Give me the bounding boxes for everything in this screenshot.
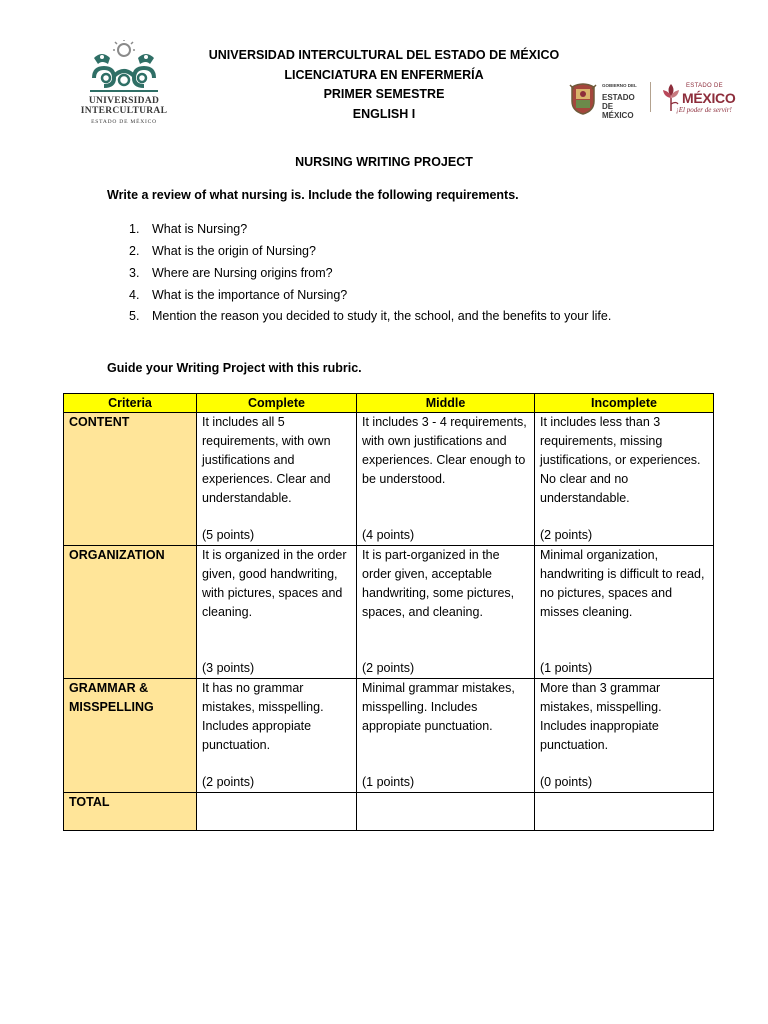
rubric-cell: Minimal grammar mistakes, misspelling. Includes appropiate punctuation. (1 points) bbox=[357, 679, 535, 793]
coat-of-arms-icon bbox=[568, 81, 598, 115]
criteria-cell: GRAMMAR & MISSPELLING bbox=[64, 679, 197, 793]
column-header-middle: Middle bbox=[357, 394, 535, 413]
list-item: 2. What is the origin of Nursing? bbox=[129, 244, 316, 258]
table-row bbox=[64, 546, 714, 679]
list-item: 1. What is Nursing? bbox=[129, 222, 248, 236]
table-row-total bbox=[64, 793, 714, 831]
rubric-cell: Minimal organization, handwriting is difficult to read, no pictures, spaces and misses cleaning. (1 points) bbox=[535, 546, 714, 679]
document-header bbox=[0, 0, 768, 135]
rubric-cell: It includes 3 - 4 requirements, with own justifications and experiences. Clear enough to be understood. (4 points) bbox=[357, 413, 535, 546]
criteria-cell: CONTENT bbox=[64, 413, 197, 546]
instruction-text: Write a review of what nursing is. Include the following requirements. bbox=[107, 188, 519, 202]
estado-name: MÉXICO bbox=[682, 90, 736, 106]
estado-label: ESTADO DE bbox=[686, 83, 723, 89]
university-logo bbox=[80, 40, 168, 130]
rubric-cell: It is organized in the order given, good handwriting, with pictures, spaces and cleaning. (3 points) bbox=[197, 546, 357, 679]
document-title: NURSING WRITING PROJECT bbox=[295, 155, 473, 169]
list-item: 5. Mention the reason you decided to study it, the school, and the benefits to your life. bbox=[129, 309, 612, 323]
estado-mexico-logo bbox=[660, 80, 745, 116]
institution-header bbox=[170, 46, 598, 124]
table-row bbox=[64, 679, 714, 793]
requirements-list bbox=[107, 218, 667, 328]
rubric-intro: Guide your Writing Project with this rubric. bbox=[107, 361, 362, 375]
total-label: TOTAL bbox=[64, 793, 197, 831]
header-line-university: UNIVERSIDAD INTERCULTURAL DEL ESTADO DE MÉXICO bbox=[208, 48, 560, 62]
header-line-program: LICENCIATURA EN ENFERMERÍA bbox=[284, 67, 484, 82]
government-label: GOBIERNO DEL bbox=[602, 83, 637, 88]
rubric-table bbox=[63, 393, 714, 831]
column-header-complete: Complete bbox=[197, 394, 357, 413]
table-header-row bbox=[64, 394, 714, 413]
list-item: 4. What is the importance of Nursing? bbox=[129, 288, 348, 302]
table-row bbox=[64, 413, 714, 546]
university-name: UNIVERSIDAD INTERCULTURAL bbox=[80, 96, 168, 116]
total-cell-complete[interactable] bbox=[197, 793, 357, 831]
header-line-semester: PRIMER SEMESTRE bbox=[323, 87, 445, 101]
criteria-cell: ORGANIZATION bbox=[64, 546, 197, 679]
rubric-cell: It includes all 5 requirements, with own justifications and experiences. Clear and understandable. (5 points) bbox=[197, 413, 357, 546]
rubric-cell: It includes less than 3 requirements, missing justifications, or experiences. No clear and no understandable. (2 points) bbox=[535, 413, 714, 546]
column-header-criteria: Criteria bbox=[64, 394, 197, 413]
rubric-cell: It is part-organized in the order given, acceptable handwriting, some pictures, spaces, and cleaning. (2 points) bbox=[357, 546, 535, 679]
rubric-cell: It has no grammar mistakes, misspelling. Includes appropiate punctuation. (2 points) bbox=[197, 679, 357, 793]
column-header-incomplete: Incomplete bbox=[535, 394, 714, 413]
rubric-cell: More than 3 grammar mistakes, misspelling. Includes inappropiate punctuation. (0 points) bbox=[535, 679, 714, 793]
government-logo bbox=[568, 80, 648, 120]
total-cell-middle[interactable] bbox=[357, 793, 535, 831]
header-line-course: ENGLISH I bbox=[352, 106, 416, 121]
total-cell-incomplete[interactable] bbox=[535, 793, 714, 831]
university-emblem-icon bbox=[80, 40, 168, 98]
government-state: ESTADO DE MÉXICO bbox=[602, 93, 635, 120]
logo-divider bbox=[650, 82, 651, 112]
list-item: 3. Where are Nursing origins from? bbox=[129, 266, 333, 280]
estado-slogan: ¡El poder de servir! bbox=[676, 106, 732, 114]
university-state: ESTADO DE MÉXICO bbox=[91, 119, 157, 125]
